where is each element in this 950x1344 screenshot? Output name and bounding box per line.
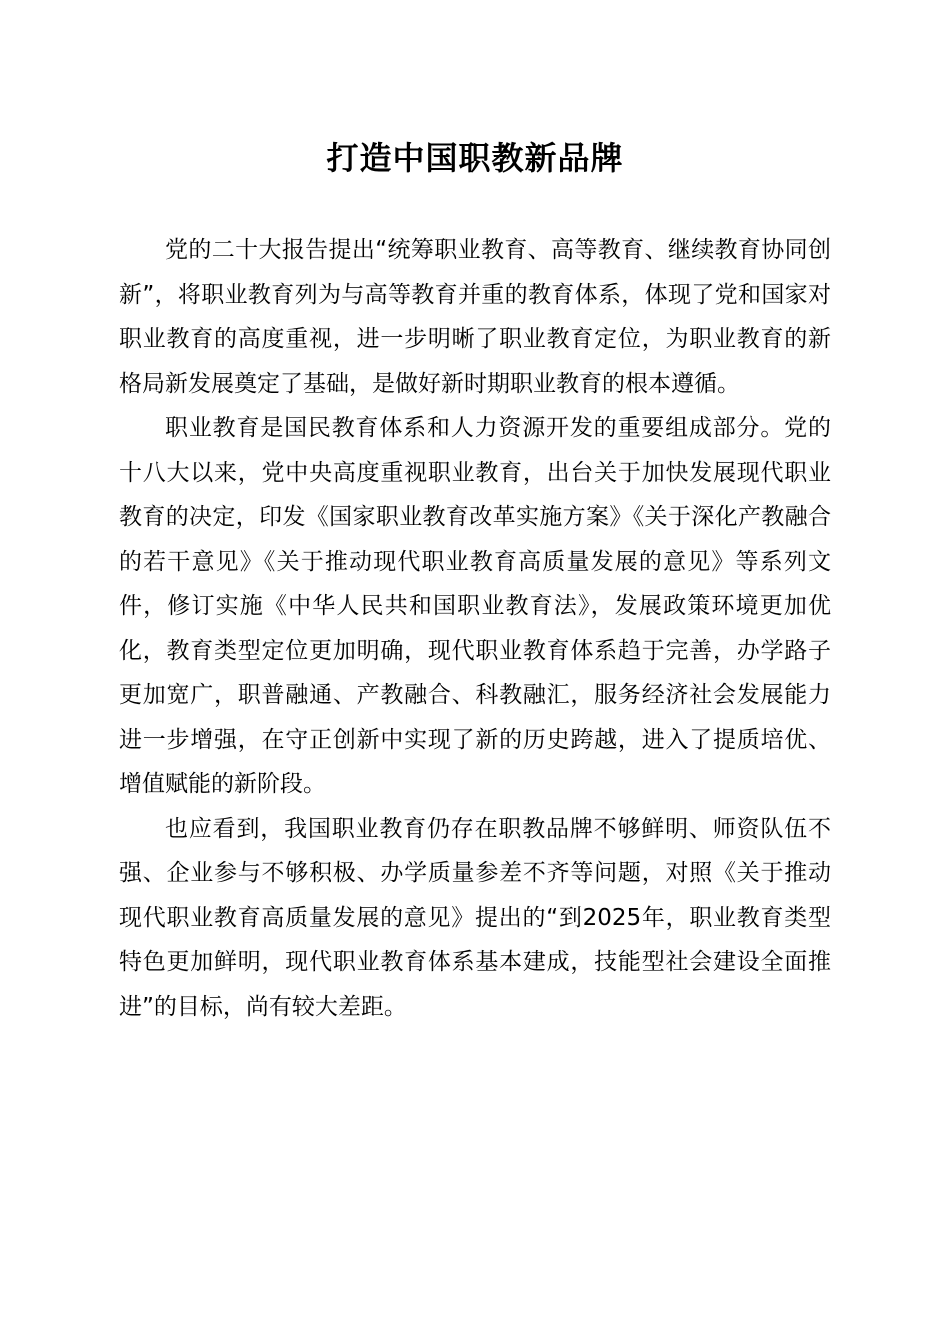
paragraph-3: 也应看到，我国职业教育仍存在职教品牌不够鲜明、师资队伍不强、企业参与不够积极、办学质量参差不齐等问题，对照《关于推动现代职业教育高质量发展的意见》提出的“到2025年，职业教育类型特色更加鲜明，现代职业教育体系基本建成，技能型社会建设全面推进”的目标，尚有较大差距。 xyxy=(119,815,831,1020)
paragraph-2: 职业教育是国民教育体系和人力资源开发的重要组成部分。党的十八大以来，党中央高度重视职业教育，出台关于加快发展现代职业教育的决定，印发《国家职业教育改革实施方案》《关于深化产教融合的若干意见》《关于推动现代职业教育高质量发展的意见》等系列文件，修订实施《中华人民共和国职业教育法》，发展政策环境更加优化，教育类型定位更加明确，现代职业教育体系趋于完善，办学路子更加宽广，职普融通、产教融合、科教融汇，服务经济社会发展能力进一步增强，在守正创新中实现了新的历史跨越，进入了提质培优、增值赋能的新阶段。 xyxy=(119,415,831,797)
document-body xyxy=(119,228,831,1029)
document-title: 打造中国职教新品牌 xyxy=(326,139,624,177)
paragraph-1: 党的二十大报告提出“统筹职业教育、高等教育、继续教育协同创新”，将职业教育列为与高等教育并重的教育体系，体现了党和国家对职业教育的高度重视，进一步明晰了职业教育定位，为职业教育的新格局新发展奠定了基础，是做好新时期职业教育的根本遵循。 xyxy=(119,237,831,397)
